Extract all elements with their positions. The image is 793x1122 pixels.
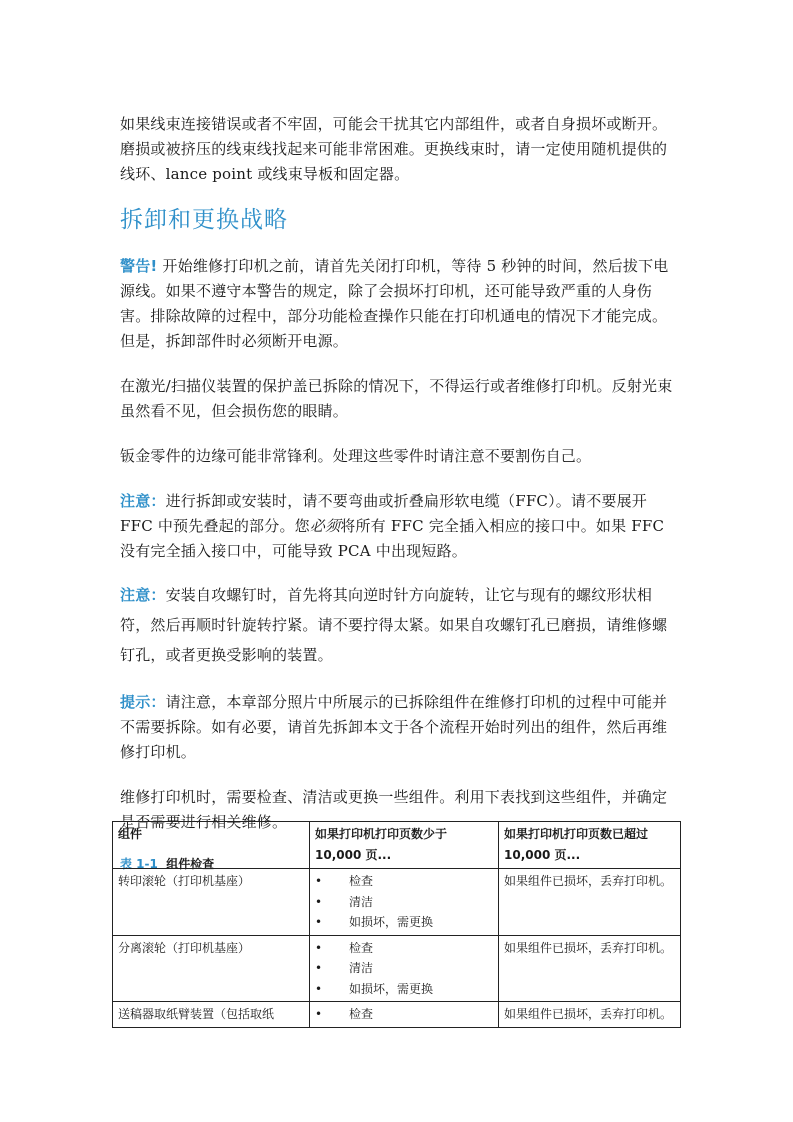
cell-over: 如果组件已损坏，丢弃打印机。 — [499, 935, 681, 1002]
tip-paragraph — [120, 690, 680, 765]
caution-label: 注意： — [120, 492, 166, 510]
caution-label: 注意： — [120, 586, 166, 604]
warning-paragraph — [120, 254, 680, 354]
cell-over: 如果组件已损坏，丢弃打印机。 — [499, 1002, 681, 1028]
intro-paragraph: 如果线束连接错误或者不牢固，可能会干扰其它内部组件，或者自身损坏或断开。磨损或被挤压的线束线找起来可能非常困难。更换线束时，请一定使用随机提供的线环、lance point 或线束导板和固定器。 — [120, 115, 668, 183]
section-title: 拆卸和更换战略 — [120, 207, 288, 233]
caution-ffc-text-a: 进行拆卸或安装时，请不要弯曲或折叠扁形软电缆（FFC）。请不要展开 FFC 中预先叠起的部分。您 — [120, 492, 648, 535]
action-item: • 检查 — [315, 871, 493, 892]
cell-over: 如果组件已损坏，丢弃打印机。 — [499, 869, 681, 936]
table-caption-number: 表 1-1 — [120, 857, 158, 871]
warning-label: 警告! — [120, 257, 158, 275]
service-paragraph: 维修打印机时，需要检查、清洁或更换一些组件。利用下表找到这些组件，并确定是否需要进行相关维修。 — [120, 788, 668, 831]
action-item: • 清洁 — [315, 892, 493, 913]
header-component: 组件 — [113, 822, 310, 869]
cell-actions — [310, 869, 499, 936]
caution-screw-paragraph — [120, 580, 680, 670]
caution-ffc-paragraph — [120, 489, 680, 564]
table-row — [113, 935, 681, 1002]
table-row — [113, 869, 681, 936]
warning-text: 开始维修打印机之前，请首先关闭打印机，等待 5 秒钟的时间，然后拔下电源线。如果不遵守本警告的规定，除了会损坏打印机，还可能导致严重的人身伤害。排除故障的过程中，部分功能检查操作只能在打印机通电的情况下才能完成。但是，拆卸部件时必须断开电源。 — [120, 257, 669, 350]
sheet-metal-paragraph: 钣金零件的边缘可能非常锋利。处理这些零件时请注意不要割伤自己。 — [120, 447, 592, 465]
cell-component: 转印滚轮（打印机基座） — [113, 869, 310, 936]
action-item: • 检查 — [315, 1004, 493, 1025]
cell-component: 送稿器取纸臂装置（包括取纸 — [113, 1002, 310, 1028]
header-over-10000: 如果打印机打印页数已超过 10,000 页... — [499, 822, 681, 869]
caution-ffc-text-b: 将所有 FFC 完全插入相应的接口中。如果 FFC 没有完全插入接口中，可能导致 PCA 中出现短路。 — [120, 517, 665, 560]
laser-paragraph: 在激光/扫描仪装置的保护盖已拆除的情况下，不得运行或者维修打印机。反射光束虽然看不见，但会损伤您的眼睛。 — [120, 377, 673, 420]
cell-actions — [310, 1002, 499, 1028]
action-item: • 检查 — [315, 938, 493, 959]
caution-screw-text: 安装自攻螺钉时，首先将其向逆时针方向旋转，让它与现有的螺纹形状相符，然后再顺时针旋转拧紧。请不要拧得太紧。如果自攻螺钉孔已磨损，请维修螺钉孔，或者更换受影响的装置。 — [120, 586, 668, 664]
table-row — [113, 1002, 681, 1028]
tip-text: 请注意，本章部分照片中所展示的已拆除组件在维修打印机的过程中可能并不需要拆除。如有必要，请首先拆卸本文于各个流程开始时列出的组件，然后再维修打印机。 — [120, 693, 668, 761]
caution-ffc-emphasis: 必须 — [309, 517, 341, 535]
component-check-table — [112, 821, 681, 1028]
action-item: • 清洁 — [315, 958, 493, 979]
cell-component: 分离滚轮（打印机基座） — [113, 935, 310, 1002]
cell-actions — [310, 935, 499, 1002]
tip-label: 提示： — [120, 693, 166, 711]
table-header-row — [113, 822, 681, 869]
table-caption-title: 组件检查 — [166, 857, 215, 871]
action-item: • 如损坏，需更换 — [315, 912, 493, 933]
header-under-10000: 如果打印机打印页数少于 10,000 页... — [310, 822, 499, 869]
action-item: • 如损坏，需更换 — [315, 979, 493, 1000]
document-page — [120, 112, 680, 874]
